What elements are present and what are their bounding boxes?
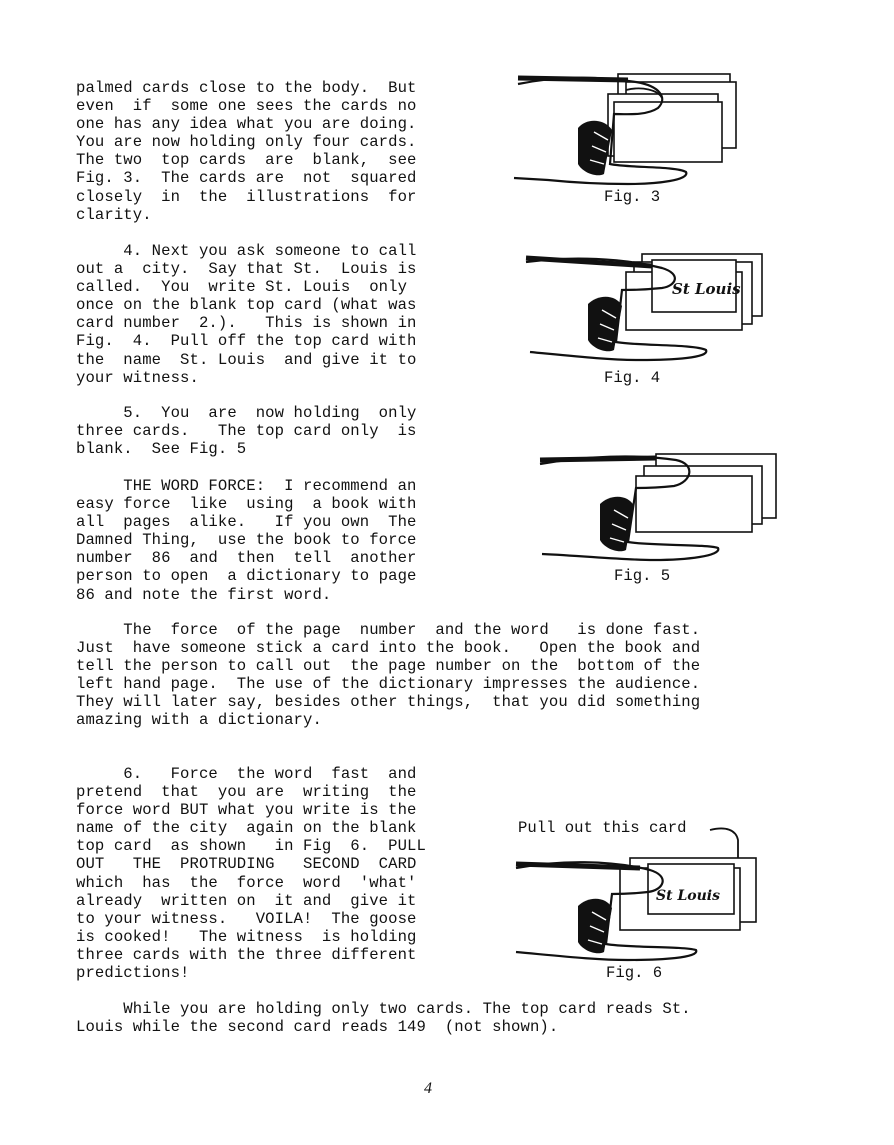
figure-4-caption: Fig. 4 bbox=[604, 369, 661, 387]
figure-6-card-text: St Louis bbox=[656, 888, 721, 904]
paragraph-step-5: 5. You are now holding only three cards. The top card only is blank. See Fig. 5 bbox=[76, 404, 417, 459]
figure-3-hand-illustration bbox=[508, 68, 748, 188]
figure-5-hand-illustration bbox=[536, 442, 782, 564]
figure-6-pointer-label: Pull out this card bbox=[518, 819, 687, 837]
figure-4-hand-illustration bbox=[522, 246, 768, 364]
figure-5-caption: Fig. 5 bbox=[614, 567, 671, 585]
page-number: 4 bbox=[424, 1080, 432, 1097]
figure-3-caption: Fig. 3 bbox=[604, 188, 661, 206]
paragraph-step-6: 6. Force the word fast and pretend that you are writing the force word BUT what you write is the name of the city again on the blank top card as shown in Fig 6. PULL OUT THE PROTRUDING SECOND CARD which has the force word 'what' already written on it and give it to your witness. VOILA! The goose is cooked! The witness is holding three cards with the three different predictions! bbox=[76, 765, 426, 983]
paragraph-closing: While you are holding only two cards. The top card reads St. Louis while the second card reads 149 (not shown). bbox=[76, 1000, 691, 1037]
paragraph-palmed-cards: palmed cards close to the body. But even if some one sees the cards no one has any idea what you are doing. You are now holding only four cards. The two top cards are blank, see Fig. 3. The cards are not squared closely in the illustrations for clarity. bbox=[76, 79, 417, 224]
paragraph-word-force: THE WORD FORCE: I recommend an easy force like using a book with all pages alike. If you own The Damned Thing, use the book to force number 86 and then tell another person to open a dictionary to page 86 and note the first word. bbox=[76, 477, 417, 604]
figure-6-hand-illustration bbox=[510, 820, 766, 962]
figure-4-card-text: St Louis bbox=[672, 280, 741, 298]
figure-6-caption: Fig. 6 bbox=[606, 964, 663, 982]
paragraph-force-fast: The force of the page number and the word is done fast. Just have someone stick a card into the book. Open the book and tell the person to call out the page number on the bottom of the left hand page. The use of the dictionary impresses the audience. They will later say, besides other things, that you did something amazing with a dictionary. bbox=[76, 621, 701, 730]
paragraph-step-4: 4. Next you ask someone to call out a city. Say that St. Louis is called. You write St. Louis only once on the blank top card (what was card number 2.). This is shown in Fig. 4. Pull off the top card with the name St. Louis and give it to your witness. bbox=[76, 242, 417, 387]
